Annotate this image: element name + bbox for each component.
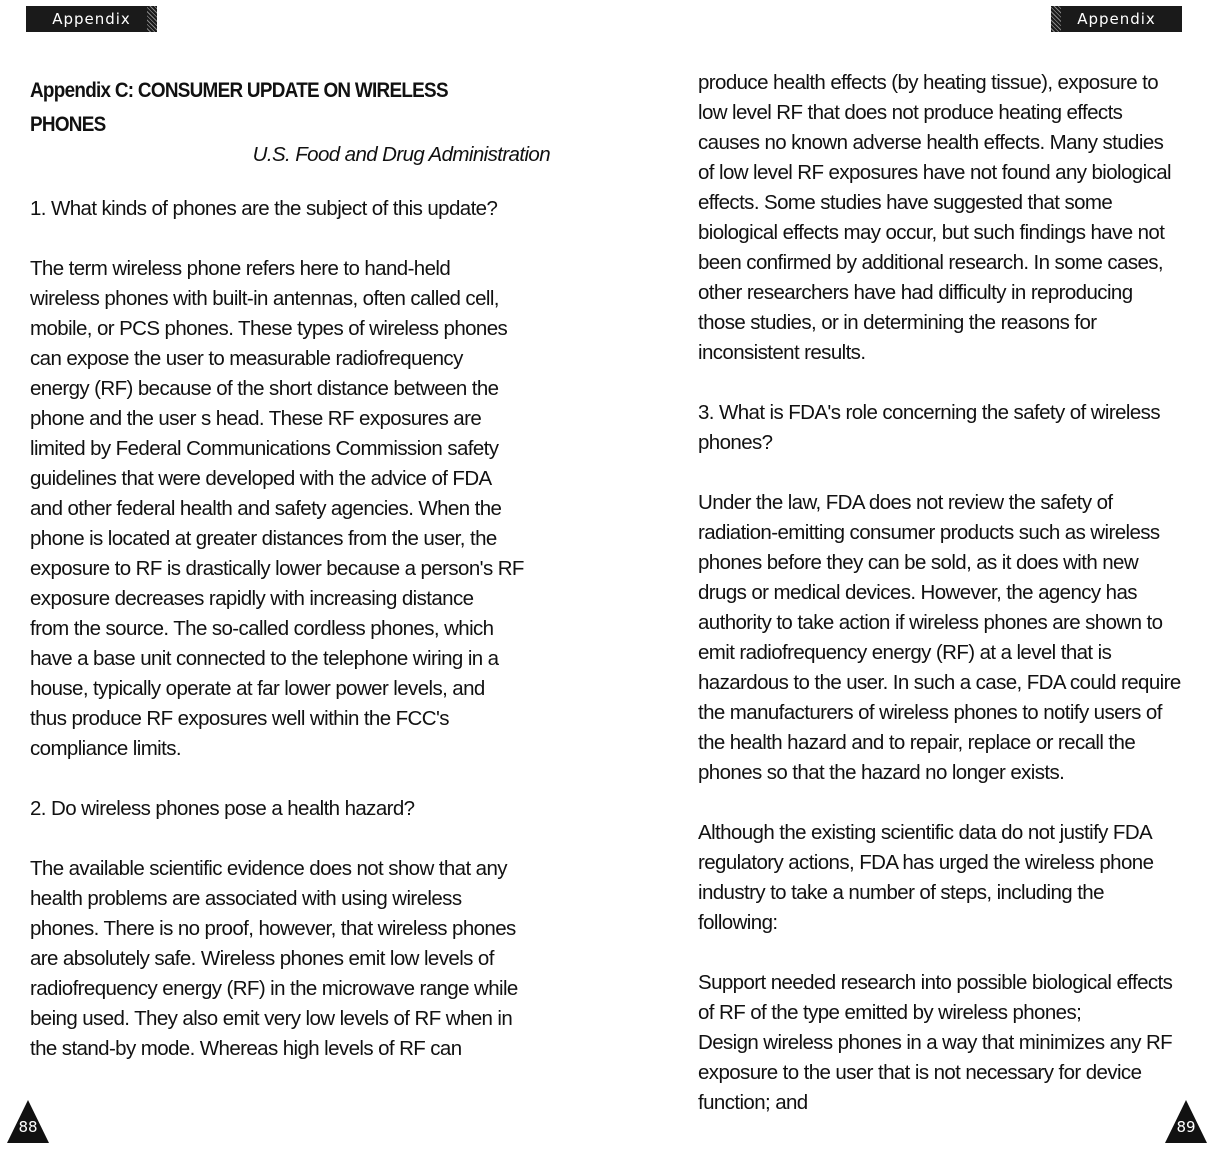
text-line: emit radiofrequency energy (RF) at a level that is xyxy=(698,641,1112,664)
text-line: phones? xyxy=(698,431,773,454)
text-line: hazardous to the user. In such a case, FDA could require xyxy=(698,671,1181,694)
text-line: from the source. The so-called cordless phones, which xyxy=(30,617,494,640)
text-line: Although the existing scientific data do not justify FDA xyxy=(698,821,1153,844)
text-line: exposure to the user that is not necessary for device xyxy=(698,1061,1142,1084)
text-line: industry to take a number of steps, including the xyxy=(698,881,1104,904)
text-line: Under the law, FDA does not review the safety of xyxy=(698,491,1113,514)
text-line: low level RF that does not produce heating effects xyxy=(698,101,1123,124)
question-2: 2. Do wireless phones pose a health hazard? xyxy=(30,797,415,820)
text-line: being used. They also emit very low levels of RF when in xyxy=(30,1007,513,1030)
appendix-tag-left: Appendix xyxy=(26,6,157,32)
text-line: compliance limits. xyxy=(30,737,181,760)
text-line: exposure decreases rapidly with increasing distance xyxy=(30,587,474,610)
text-line: the manufacturers of wireless phones to notify users of xyxy=(698,701,1162,724)
left-page-column xyxy=(30,74,575,1064)
answer-2 xyxy=(30,854,575,1064)
text-line: been confirmed by additional research. In some cases, xyxy=(698,251,1164,274)
answer-3 xyxy=(698,488,1210,788)
page-number-right: 89 xyxy=(1176,1118,1196,1136)
answer-1 xyxy=(30,254,575,764)
text-line: other researchers have had difficulty in reproducing xyxy=(698,281,1133,304)
text-line: drugs or medical devices. However, the agency has xyxy=(698,581,1137,604)
text-line: produce health effects (by heating tissue), exposure to xyxy=(698,71,1159,94)
text-line: and other federal health and safety agencies. When the xyxy=(30,497,502,520)
question-3 xyxy=(698,398,1210,458)
text-line: effects. Some studies have suggested that some xyxy=(698,191,1113,214)
page-number-left: 88 xyxy=(18,1118,38,1136)
text-line: phones before they can be sold, as it does with new xyxy=(698,551,1139,574)
text-line: wireless phones with built-in antennas, often called cell, xyxy=(30,287,499,310)
title-line: PHONES xyxy=(30,113,106,136)
text-line: those studies, or in determining the reasons for xyxy=(698,311,1097,334)
text-line: limited by Federal Communications Commission safety xyxy=(30,437,499,460)
text-line: authority to take action if wireless phones are shown to xyxy=(698,611,1163,634)
text-line: radiation-emitting consumer products such as wireless xyxy=(698,521,1160,544)
text-line: function; and xyxy=(698,1091,808,1114)
text-line: thus produce RF exposures well within the FCC's xyxy=(30,707,449,730)
page-number-marker-right xyxy=(1164,1098,1208,1144)
question-1: 1. What kinds of phones are the subject of this update? xyxy=(30,197,498,220)
text-line: are absolutely safe. Wireless phones emit low levels of xyxy=(30,947,494,970)
answer-4 xyxy=(698,818,1210,938)
text-line: the stand-by mode. Whereas high levels of RF can xyxy=(30,1037,462,1060)
page-number-marker-left xyxy=(6,1098,50,1144)
text-line: phones. There is no proof, however, that wireless phones xyxy=(30,917,516,940)
text-line: mobile, or PCS phones. These types of wireless phones xyxy=(30,317,508,340)
text-line: regulatory actions, FDA has urged the wireless phone xyxy=(698,851,1154,874)
text-line: inconsistent results. xyxy=(698,341,866,364)
text-line: have a base unit connected to the telephone wiring in a xyxy=(30,647,499,670)
text-line: The available scientific evidence does not show that any xyxy=(30,857,507,880)
text-line: guidelines that were developed with the advice of FDA xyxy=(30,467,492,490)
text-line: phones so that the hazard no longer exists. xyxy=(698,761,1065,784)
appendix-tag-right: Appendix xyxy=(1051,6,1182,32)
text-line: causes no known adverse health effects. Many studies xyxy=(698,131,1164,154)
text-line: health problems are associated with using wireless xyxy=(30,887,462,910)
title-line: Appendix C: CONSUMER UPDATE ON WIRELESS xyxy=(30,79,448,102)
text-line: of RF of the type emitted by wireless phones; xyxy=(698,1001,1082,1024)
right-page-column xyxy=(698,68,1210,1118)
text-line: Design wireless phones in a way that minimizes any RF xyxy=(698,1031,1173,1054)
text-line: can expose the user to measurable radiofrequency xyxy=(30,347,463,370)
text-line: exposure to RF is drastically lower because a person's RF xyxy=(30,557,524,580)
text-line: house, typically operate at far lower power levels, and xyxy=(30,677,485,700)
text-line: Support needed research into possible biological effects xyxy=(698,971,1173,994)
text-line: the health hazard and to repair, replace or recall the xyxy=(698,731,1136,754)
text-line: 3. What is FDA's role concerning the safety of wireless xyxy=(698,401,1160,424)
answer-2-continued xyxy=(698,68,1210,368)
text-line: radiofrequency energy (RF) in the microwave range while xyxy=(30,977,518,1000)
agency-attribution: U.S. Food and Drug Administration xyxy=(252,143,550,166)
text-line: energy (RF) because of the short distance between the xyxy=(30,377,499,400)
text-line: phone is located at greater distances from the user, the xyxy=(30,527,497,550)
fda-steps-list xyxy=(698,968,1210,1118)
appendix-title xyxy=(30,74,534,142)
text-line: following: xyxy=(698,911,778,934)
text-line: biological effects may occur, but such findings have not xyxy=(698,221,1165,244)
text-line: phone and the user s head. These RF exposures are xyxy=(30,407,482,430)
text-line: The term wireless phone refers here to hand-held xyxy=(30,257,451,280)
text-line: of low level RF exposures have not found any biological xyxy=(698,161,1171,184)
